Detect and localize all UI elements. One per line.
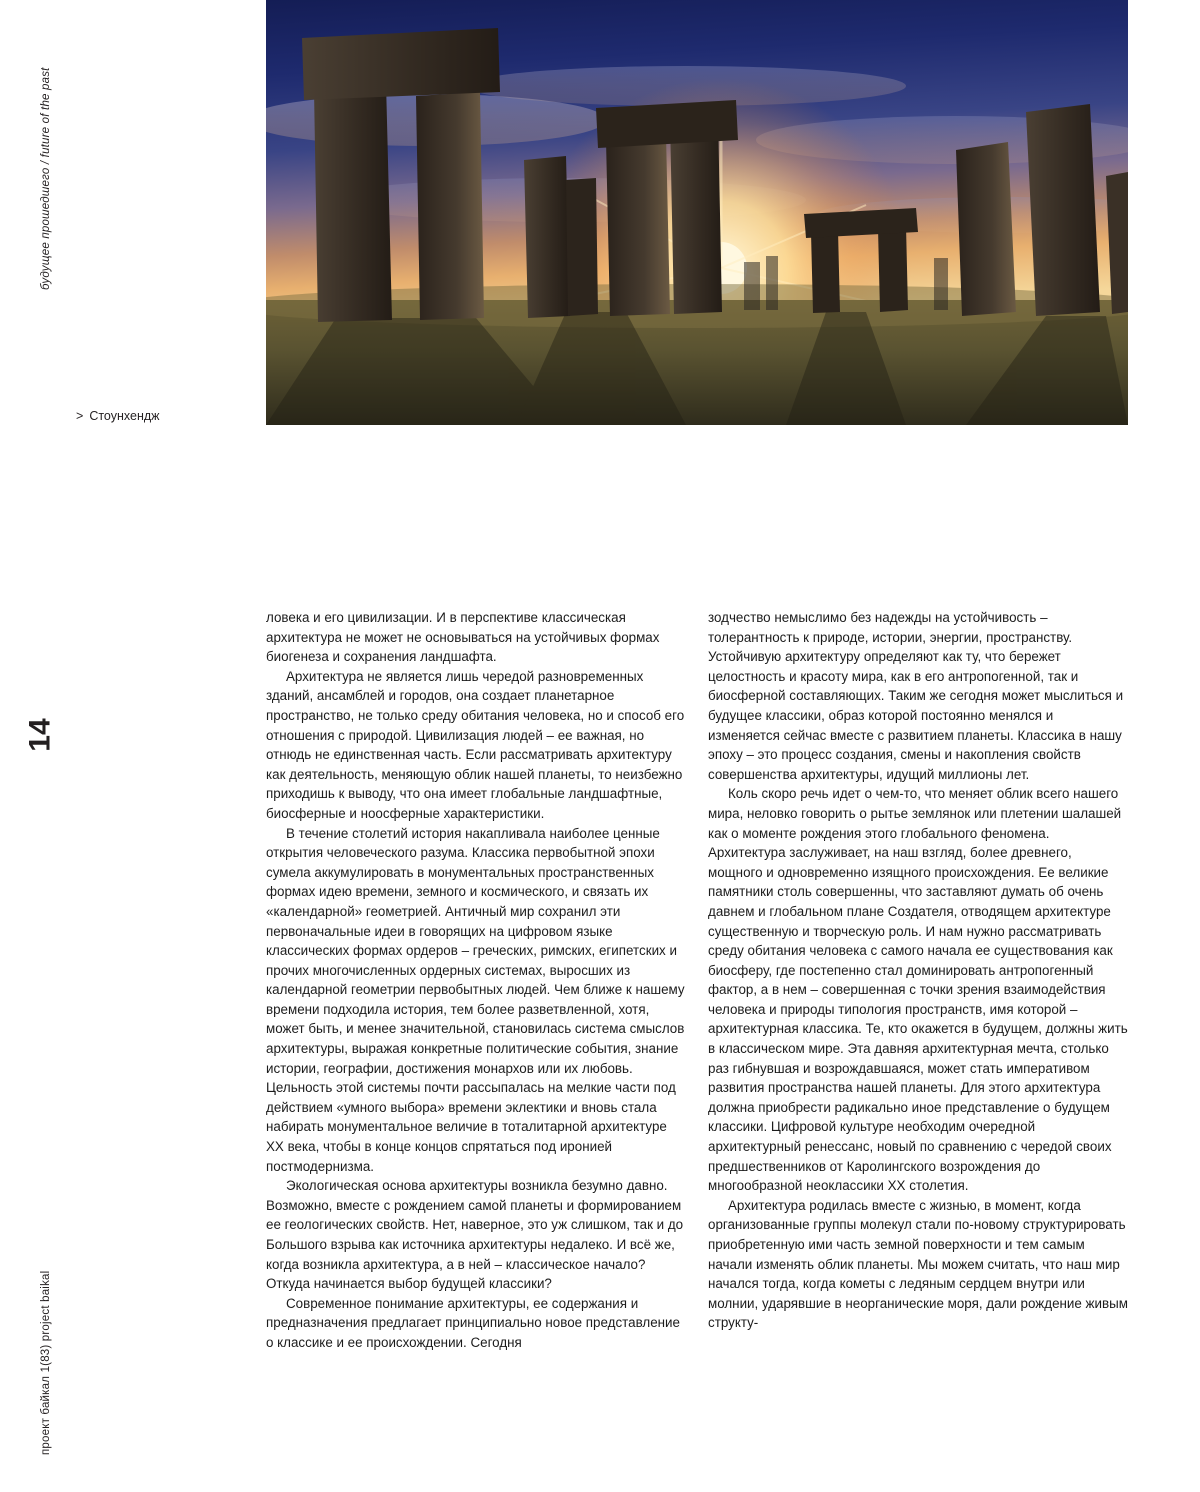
stonehenge-illustration [266,0,1128,425]
paragraph: Экологическая основа архитектуры возникла безумно давно. Возможно, вместе с рождением самой планеты и формированием ее геологических свойств. Нет, наверное, это уж слишком, так и до Большого взрыва как источника архитектуры недалеко. И всё же, когда возникла архитектура, а в ней – классическое начало? Откуда начинается выбор будущей классики? [266,1178,684,1292]
paragraph: Архитектура родилась вместе с жизнью, в момент, когда организованные группы молекул стали по-новому структурировать приобретенную ими часть земной поверхности и тем самым начали изменять облик планеты. Мы можем считать, что наш мир начался тогда, когда кометы с ледяным сердцем внутри или молнии, ударявшие в неорганические моря, дали рождение живым структу- [708,1197,1128,1331]
body-column-left [266,608,686,1353]
caption-text: Стоунхендж [89,409,160,423]
paragraph: ловека и его цивилизации. И в перспективе классическая архитектура не может не основываться на устойчивых формах биогенеза и сохранения ландшафта. [266,610,660,665]
running-head-bottom: проект байкал 1(83) project baikal [40,1270,52,1455]
paragraph: Современное понимание архитектуры, ее содержания и предназначения предлагает принципиально новое представление о классике и ее происхождении. Сегодня [266,1295,680,1350]
page-number: 14 [23,718,57,752]
paragraph: Архитектура не является лишь чередой разновременных зданий, ансамблей и городов, она создает планетарное пространство, не только среду обитания человека, но и способ его отношения с природой. Цивилизация людей – ее важная, но отнюдь не единственная часть. Если рассматривать архитектуру как деятельность, меняющую облик нашей планеты, то неизбежно приходишь к выводу, что она имеет глобальные ландшафтные, биосферные и ноосферные характеристики. [266,668,685,821]
paragraph: В течение столетий история накапливала наиболее ценные открытия человеческого разума. Классика первобытной эпохи сумела аккумулировать в монументальных пространственных формах идею времени, земного и космического, и связать их «календарной» геометрией. Античный мир сохранил эти первоначальные идеи в говорящих на цифровом языке классических формах ордеров – греческих, римских, египетских и прочих многочисленных ордерных системах, выросших из календарной геометрии первобытных людей. Чем ближе к нашему времени подходила история, тем более разветвленной, хотя, может быть, и менее значительной, становилась система смыслов архитектуры, выражая конкретные политические события, знание истории, географии, достижения монархов или их любовь. Цельность этой системы почти рассыпалась на мелкие части под действием «умного выбора» времени эклектики и вновь стала набирать монументальное величие в тоталитарной архитектуре XX века, чтобы в конце концов спрятаться под иронией постмодернизма. [266,825,685,1174]
paragraph: Коль скоро речь идет о чем-то, что меняет облик всего нашего мира, неловко говорить о рытье землянок или плетении шалашей как о моменте рождения этого глобального феномена. Архитектура заслуживает, на наш взгляд, более древнего, мощного и одновременно изящного происхождения. Ее великие памятники столь совершенны, что заставляют думать об очень давнем и глобальном плане Создателя, отводящем архитектуре существенную и творческую роль. И нам нужно рассматривать среду обитания человека с самого начала ее существования как биосферу, где постепенно стал доминировать антропогенный фактор, а в нем – совершенная с точки зрения взаимодействия человека и природы типология пространств, имя которой – архитектурная классика. Те, кто окажется в будущем, должны жить в классическом мире. Эта давняя архитектурная мечта, столько раз гибнувшая и возрождавшаяся, может стать императивом развития пространства нашей планеты. Для этого архитектура должна приобрести радикально иное представление о будущем классики. Цифровой культуре необходим очередной архитектурный ренессанс, новый по сравнению с чередой своих предшественников от Каролингского возрождения до многообразной неоклассики XX столетия. [708,786,1128,1194]
caption-marker-icon: > [76,409,84,423]
figure-caption [76,409,160,423]
body-column-right [708,608,1128,1333]
stonehenge-photo [266,0,1128,425]
running-head-top: будущее прошедшего / future of the past [40,67,52,290]
paragraph: зодчество немыслимо без надежды на устойчивость – толерантность к природе, истории, энергии, пространству. Устойчивую архитектуру определяют как ту, что бережет целостность и красоту мира, как в его антропогенной, так и биосферной составляющих. Таким же сегодня может мыслиться и будущее классики, образ которой постоянно менялся и изменяется сейчас вместе с развитием планеты. Классика в нашу эпоху – это процесс создания, смены и накопления свойств совершенства архитектуры, идущий миллионы лет. [708,610,1124,782]
